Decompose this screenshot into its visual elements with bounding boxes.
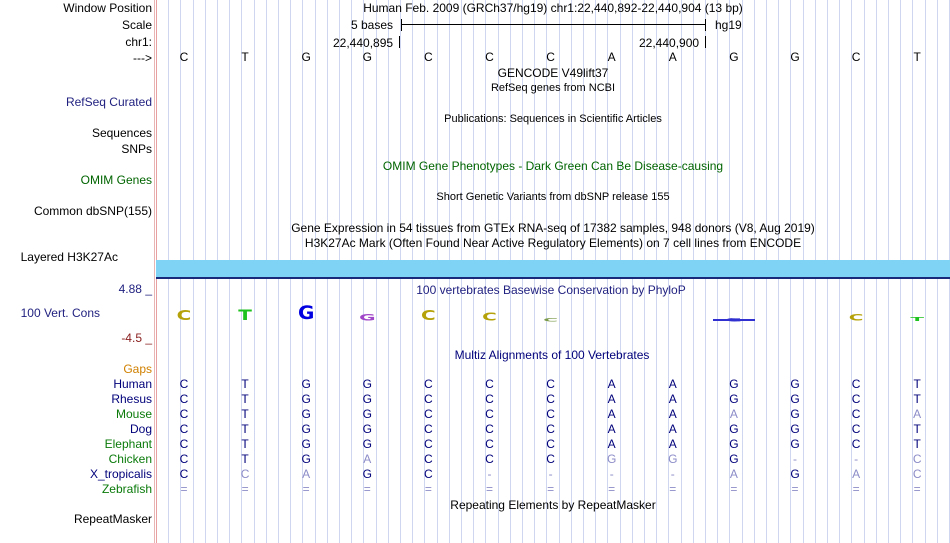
snps-label[interactable]: SNPs — [121, 142, 152, 156]
base-letter: G — [301, 50, 311, 64]
alignment-base: = — [485, 482, 493, 496]
alignment-base: G — [729, 377, 739, 391]
alignment-base: = — [363, 482, 371, 496]
base-letter: G — [362, 50, 372, 64]
alignment-base: A — [913, 407, 922, 421]
alignment-base: A — [668, 392, 677, 406]
alignment-base: C — [485, 422, 494, 436]
alignment-base: G — [362, 377, 372, 391]
alignment-base: C — [485, 392, 494, 406]
alignment-base: = — [730, 482, 738, 496]
h3k27ac-baseline — [156, 277, 950, 279]
alignment-base: G — [790, 377, 800, 391]
coord-right: 22,440,900 — [639, 36, 700, 50]
alignment-base: T — [913, 377, 921, 391]
position-text: Human Feb. 2009 (GRCh37/hg19) chr1:22,440,892-22,440,904 (13 bp) — [363, 1, 743, 15]
alignment-base: C — [485, 407, 494, 421]
alignment-base: C — [424, 377, 433, 391]
h3k27ac-signal[interactable] — [156, 260, 950, 277]
alignment-base: A — [607, 422, 616, 436]
alignment-base: G — [729, 392, 739, 406]
multiz-track-title[interactable]: Multiz Alignments of 100 Vertebrates — [454, 348, 650, 362]
conservation-letter: T — [238, 306, 252, 324]
alignment-base: G — [790, 422, 800, 436]
layered-h3k27ac-label[interactable]: Layered H3K27Ac — [20, 250, 118, 264]
alignment-base: = — [608, 482, 616, 496]
conservation-letter: T — [910, 316, 925, 323]
alignment-base: C — [851, 437, 861, 451]
alignment-base: A — [668, 407, 677, 421]
alignment-base: C — [546, 392, 555, 406]
alignment-base: C — [179, 422, 189, 436]
omim-genes-label[interactable]: OMIM Genes — [80, 173, 152, 187]
scale-bar-left-tick — [401, 19, 402, 31]
alignment-base: C — [851, 392, 861, 406]
scale-bar-right-tick — [705, 19, 706, 31]
alignment-base: C — [912, 467, 922, 481]
alignment-base: C — [546, 452, 555, 466]
species-label[interactable]: Zebrafish — [101, 482, 152, 496]
alignment-base: A — [607, 377, 616, 391]
conservation-letter: C — [176, 307, 192, 324]
conservation-letter: C — [482, 310, 497, 324]
species-label[interactable]: Elephant — [104, 437, 152, 451]
alignment-base: G — [301, 392, 311, 406]
coord-left-tick — [399, 36, 400, 48]
conservation-letter: C — [421, 307, 436, 324]
omim-track-title[interactable]: OMIM Gene Phenotypes - Dark Green Can Be Disease-causing — [382, 159, 724, 173]
coord-left: 22,440,895 — [333, 36, 394, 50]
base-letter: G — [790, 50, 800, 64]
alignment-base: - — [548, 467, 553, 481]
base-letter: C — [851, 50, 861, 64]
alignment-base: T — [241, 452, 249, 466]
alignment-base: = — [180, 482, 188, 496]
cons-track-label[interactable]: 100 Vert. Cons — [20, 306, 100, 320]
alignment-base: - — [854, 452, 859, 466]
alignment-base: G — [301, 452, 311, 466]
scale-bases-text: 5 bases — [351, 18, 394, 32]
alignment-base: A — [668, 437, 677, 451]
h3k27ac-track-title[interactable]: H3K27Ac Mark (Often Found Near Active Regulatory Elements) on 7 cell lines from ENCODE — [304, 236, 802, 250]
gaps-label: Gaps — [123, 362, 152, 376]
conservation-low-mark — [713, 319, 755, 321]
base-letter: A — [607, 50, 616, 64]
alignment-base: G — [362, 392, 372, 406]
dbsnp-track-title[interactable]: Short Genetic Variants from dbSNP release 155 — [436, 191, 670, 203]
species-label[interactable]: Dog — [129, 422, 152, 436]
alignment-base: G — [362, 407, 372, 421]
species-label[interactable]: Rhesus — [111, 392, 152, 406]
alignment-base: = — [913, 482, 921, 496]
alignment-base: C — [424, 407, 433, 421]
alignment-base: G — [301, 377, 311, 391]
scale-label: Scale — [121, 18, 152, 32]
alignment-base: G — [362, 422, 372, 436]
base-letter: C — [179, 50, 189, 64]
publications-track-title[interactable]: Publications: Sequences in Scientific Articles — [444, 113, 662, 125]
base-letter: C — [546, 50, 555, 64]
alignment-base: C — [485, 437, 494, 451]
alignment-base: C — [485, 377, 494, 391]
alignment-base: C — [179, 437, 189, 451]
scale-bar — [401, 24, 706, 25]
alignment-base: - — [670, 467, 675, 481]
alignment-base: A — [852, 467, 861, 481]
common-dbsnp-label[interactable]: Common dbSNP(155) — [33, 204, 152, 218]
window-position-label: Window Position — [63, 1, 152, 15]
base-letter: C — [485, 50, 494, 64]
alignment-base: - — [487, 467, 492, 481]
sequences-label[interactable]: Sequences — [91, 126, 152, 140]
cons-max-label: 4.88 _ — [118, 282, 152, 296]
alignment-base: = — [669, 482, 677, 496]
conservation-letter: G — [359, 312, 376, 323]
alignment-base: T — [241, 437, 249, 451]
alignment-base: C — [240, 467, 250, 481]
cons-min-label: -4.5 _ — [121, 331, 152, 345]
alignment-base: G — [729, 437, 739, 451]
alignment-base: C — [424, 422, 433, 436]
alignment-base: C — [424, 467, 433, 481]
alignment-base: = — [241, 482, 249, 496]
base-letter: A — [668, 50, 677, 64]
alignment-base: A — [729, 467, 738, 481]
alignment-base: G — [301, 407, 311, 421]
alignment-base: A — [363, 452, 372, 466]
refseq-track-title[interactable]: RefSeq genes from NCBI — [490, 82, 616, 94]
alignment-base: G — [790, 392, 800, 406]
alignment-base: C — [851, 407, 861, 421]
alignment-base: G — [301, 422, 311, 436]
alignment-base: T — [241, 377, 249, 391]
base-letter: C — [424, 50, 433, 64]
alignment-base: G — [607, 452, 617, 466]
alignment-base: A — [668, 422, 677, 436]
base-letter: T — [241, 50, 249, 64]
alignment-base: = — [424, 482, 432, 496]
refseq-label[interactable]: RefSeq Curated — [65, 95, 152, 109]
alignment-base: G — [729, 452, 739, 466]
alignment-base: G — [790, 467, 800, 481]
alignment-base: G — [790, 407, 800, 421]
alignment-base: = — [852, 482, 860, 496]
alignment-base: C — [546, 377, 555, 391]
alignment-base: A — [607, 437, 616, 451]
repeatmasker-label[interactable]: RepeatMasker — [73, 512, 152, 526]
alignment-base: - — [609, 467, 614, 481]
alignment-base: C — [179, 392, 189, 406]
alignment-base: G — [790, 437, 800, 451]
alignment-base: T — [241, 422, 249, 436]
species-label[interactable]: X_tropicalis — [89, 467, 152, 481]
alignment-base: A — [302, 467, 311, 481]
conservation-letter: G — [297, 301, 315, 324]
species-label[interactable]: Chicken — [108, 452, 152, 466]
alignment-base: G — [362, 467, 372, 481]
alignment-base: C — [179, 452, 189, 466]
alignment-base: C — [851, 377, 861, 391]
alignment-base: C — [546, 407, 555, 421]
alignment-base: G — [668, 452, 678, 466]
coord-right-tick — [705, 36, 706, 48]
alignment-base: C — [912, 452, 922, 466]
alignment-base: T — [913, 392, 921, 406]
alignment-base: = — [547, 482, 555, 496]
alignment-base: - — [793, 452, 797, 466]
alignment-base: C — [546, 437, 555, 451]
alignment-base: C — [546, 422, 555, 436]
strand-label: ---> — [133, 51, 152, 65]
alignment-base: G — [729, 422, 739, 436]
alignment-base: = — [791, 482, 799, 496]
alignment-base: C — [851, 422, 861, 436]
conservation-letter: C — [848, 312, 864, 323]
conservation-letter: C — [543, 317, 558, 323]
alignment-base: T — [913, 422, 921, 436]
alignment-base: A — [607, 407, 616, 421]
base-letter: G — [729, 50, 739, 64]
alignment-base: C — [179, 377, 189, 391]
alignment-base: T — [913, 437, 921, 451]
alignment-base: = — [302, 482, 310, 496]
alignment-base: C — [179, 467, 189, 481]
gencode-track-title[interactable]: GENCODE V49lift37 — [497, 66, 609, 80]
alignment-base: T — [241, 392, 249, 406]
alignment-base: A — [668, 377, 677, 391]
alignment-base: G — [301, 437, 311, 451]
assembly-label: hg19 — [715, 18, 742, 32]
alignment-base: A — [607, 392, 616, 406]
species-label[interactable]: Human — [113, 377, 152, 391]
phylop-track-title[interactable]: 100 vertebrates Basewise Conservation by PhyloP — [416, 283, 686, 297]
species-label[interactable]: Mouse — [115, 407, 152, 421]
alignment-base: C — [424, 392, 433, 406]
gtex-track-title[interactable]: Gene Expression in 54 tissues from GTEx RNA-seq of 17382 samples, 948 donors (V8, Aug 2019) — [291, 221, 815, 235]
image-left-border — [154, 0, 155, 543]
repeatmasker-track-title[interactable]: Repeating Elements by RepeatMasker — [450, 498, 656, 512]
alignment-base: C — [424, 437, 433, 451]
chrom-label: chr1: — [125, 35, 152, 49]
alignment-base: C — [485, 452, 494, 466]
alignment-base: C — [179, 407, 189, 421]
alignment-base: A — [729, 407, 738, 421]
alignment-base: T — [241, 407, 249, 421]
alignment-base: C — [424, 452, 433, 466]
base-letter: T — [913, 50, 921, 64]
alignment-base: G — [362, 437, 372, 451]
